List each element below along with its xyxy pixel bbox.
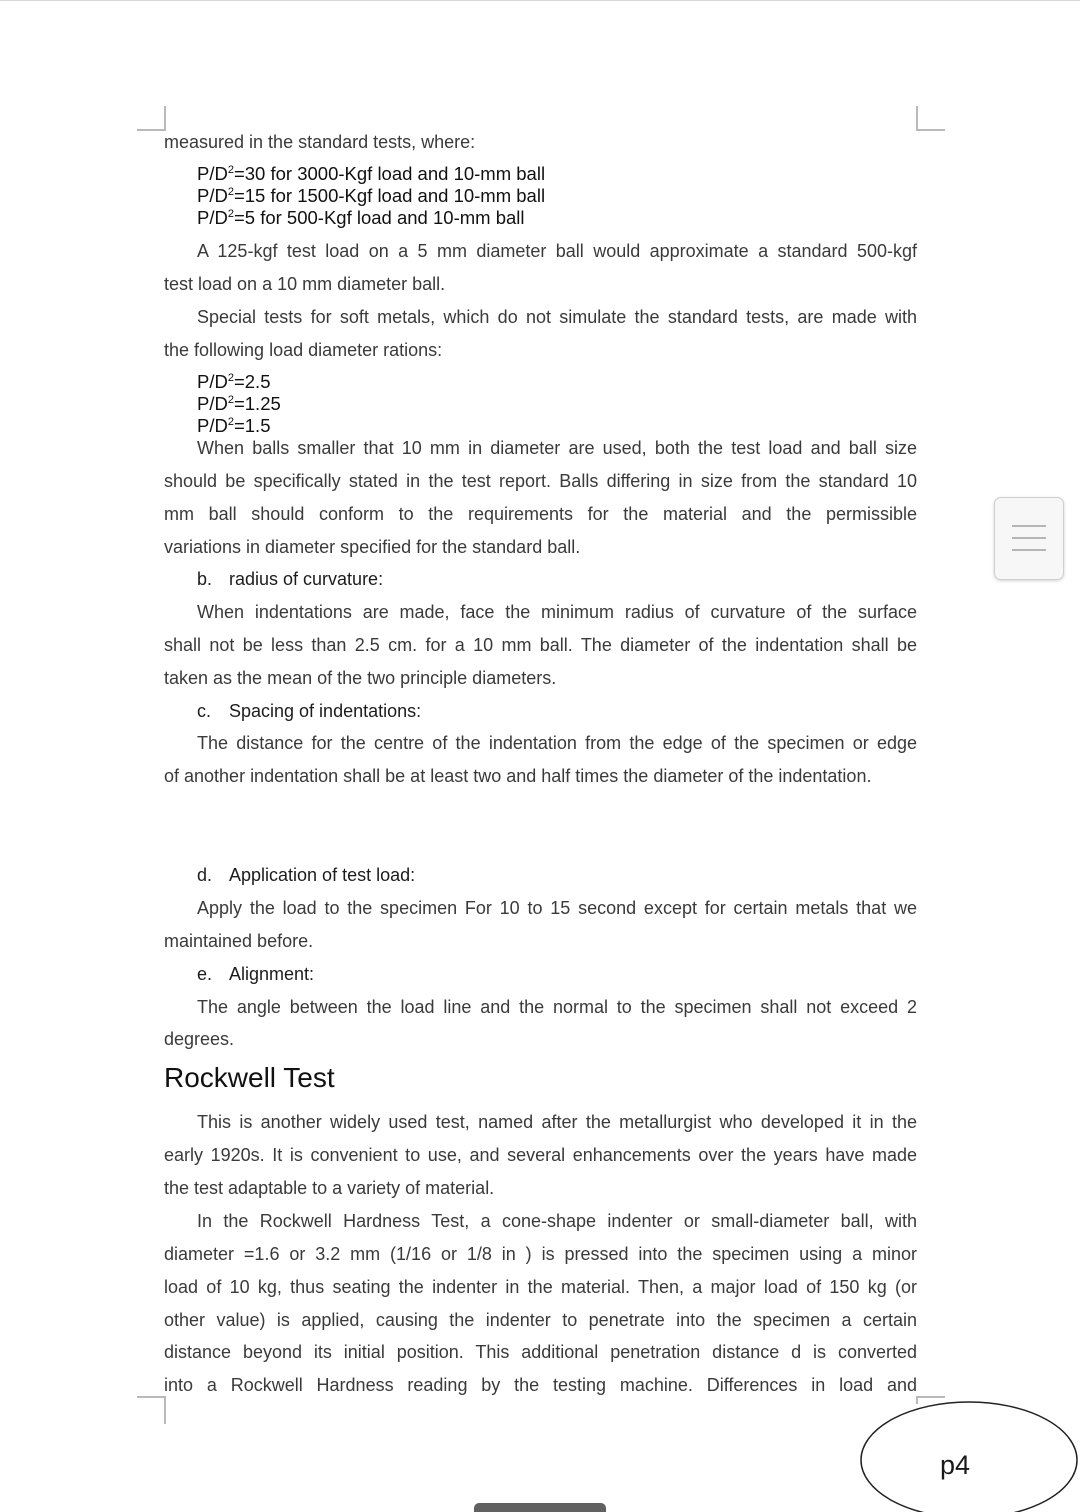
paragraph-line: When balls smaller that 10 mm in diameter are used, both the test load and ball size [197,438,917,458]
formula-line: $P/D^2=1.25$ [197,393,281,414]
formula-line: $P/D^2=15$ for 1500-Kgf load and 10-mm ball [197,185,546,206]
top-divider [0,0,1080,1]
formula-line: $P/D^2=2.5$ [197,371,271,392]
paragraph-line: the test adaptable to a variety of material. [164,1178,495,1198]
paragraph-line: Special tests for soft metals, which do not simulate the standard tests, are made with [197,307,917,327]
section-title: Rockwell Test [164,1062,335,1093]
paragraph-line: A 125-kgf test load on a 5 mm diameter ball would approximate a standard 500-kgf [197,241,917,261]
menu-icon [1012,537,1046,539]
paragraph-line: early 1920s. It is convenient to use, and several enhancements over the years have made [164,1145,917,1165]
paragraph-line: distance beyond its initial position. This additional penetration distance d is converted [164,1342,917,1362]
crop-mark-top-right [916,106,945,131]
subheading-alignment: e. Alignment: [197,964,315,984]
paragraph-line: The distance for the centre of the indentation from the edge of the specimen or edge [197,733,917,753]
formula-line: $P/D^2=30$ for 3000-Kgf load and 10-mm ball [197,163,546,184]
paragraph-line: test load on a 10 mm diameter ball. [164,274,446,294]
formula-line: $P/D^2=1.5$ [197,415,271,436]
paragraph-line: The angle between the load line and the normal to the specimen shall not exceed 2 [197,997,917,1017]
paragraph-line: When indentations are made, face the minimum radius of curvature of the surface [197,602,917,622]
crop-mark-top-left [137,106,166,131]
paragraph-line: In the Rockwell Hardness Test, a cone-shape indenter or small-diameter ball, with [197,1211,917,1231]
crop-mark-bottom-left [137,1396,166,1424]
paragraph-line: other value) is applied, causing the indenter to penetrate into the specimen a certain [164,1310,917,1330]
paragraph-line: variations in diameter specified for the standard ball. [164,537,581,557]
menu-icon [1012,525,1046,527]
paragraph-line: shall not be less than 2.5 cm. for a 10 mm ball. The diameter of the indentation shall be [164,635,917,655]
paragraph-line: degrees. [164,1029,235,1049]
paragraph-line: into a Rockwell Hardness reading by the testing machine. Differences in load and [164,1375,917,1395]
formula-line: $P/D^2=5$ for 500-Kgf load and 10-mm ball [197,207,525,228]
paragraph-line: Apply the load to the specimen For 10 to 15 second except for certain metals that we [197,898,917,918]
subheading-application-of-test-load: d. Application of test load: [197,865,416,885]
page-number-label: p4 [940,1450,971,1480]
subheading-spacing-of-indentations: c. Spacing of indentations: [197,701,422,721]
paragraph-line: load of 10 kg, thus seating the indenter in the material. Then, a major load of 150 kg (or [164,1277,917,1297]
paragraph-line: maintained before. [164,931,314,951]
paragraph-line: should be specifically stated in the test report. Balls differing in size from the standard 10 [164,471,917,491]
paragraph-line: the following load diameter rations: [164,340,443,360]
menu-button[interactable] [994,497,1064,580]
paragraph-line: of another indentation shall be at least two and half times the diameter of the indentation. [164,766,872,786]
paragraph-line: This is another widely used test, named after the metallurgist who developed it in the [197,1112,917,1132]
intro-text: measured in the standard tests, where: [164,132,476,152]
paragraph-line: mm ball should conform to the requirements for the material and the permissible [164,504,917,524]
subheading-radius-of-curvature: b. radius of curvature: [197,569,384,589]
bottom-handle[interactable] [474,1503,606,1512]
menu-icon [1012,549,1046,551]
paragraph-line: diameter =1.6 or 3.2 mm (1/16 or 1/8 in ) is pressed into the specimen using a minor [164,1244,917,1264]
paragraph-line: taken as the mean of the two principle diameters. [164,668,557,688]
